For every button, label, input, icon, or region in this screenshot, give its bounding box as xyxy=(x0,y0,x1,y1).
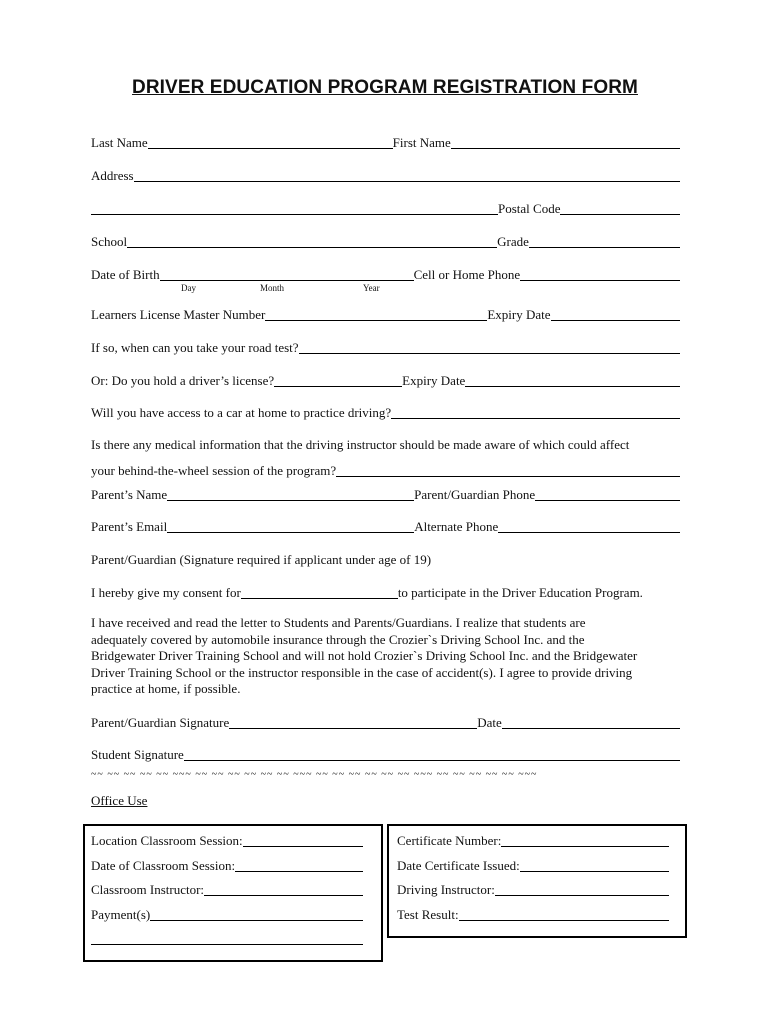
drivers-license-label: Or: Do you hold a driver’s license? xyxy=(91,373,275,388)
agreement-paragraph xyxy=(91,615,686,698)
consent-name-field[interactable] xyxy=(241,585,398,599)
guardian-note-row xyxy=(91,550,680,568)
date-certificate-label: Date Certificate Issued: xyxy=(397,858,520,873)
school-field[interactable] xyxy=(127,234,497,248)
guardian-note: Parent/Guardian (Signature required if applicant under age of 19) xyxy=(91,552,432,567)
medical-label-2: your behind-the-wheel session of the program? xyxy=(91,463,337,478)
form-title: DRIVER EDUCATION PROGRAM REGISTRATION FORM xyxy=(132,77,638,98)
last-name-label: Last Name xyxy=(91,135,148,150)
dob-row xyxy=(91,265,680,283)
driving-instructor-label: Driving Instructor: xyxy=(397,882,495,897)
expiry-date2-field[interactable] xyxy=(465,373,680,387)
student-signature-row xyxy=(91,745,680,763)
alt-phone-field[interactable] xyxy=(498,519,680,533)
location-session-label: Location Classroom Session: xyxy=(91,833,243,848)
payments-field-2[interactable] xyxy=(91,931,363,945)
certificate-number-row xyxy=(397,831,669,849)
agreement-line: Bridgewater Driver Training School and will not hold Crozier`s Driving School Inc. and the Bridgewater xyxy=(91,648,638,664)
date-certificate-row xyxy=(397,856,669,874)
payments-label: Payment(s) xyxy=(91,907,151,922)
cell-phone-field[interactable] xyxy=(520,267,680,281)
driving-instructor-field[interactable] xyxy=(495,882,669,896)
test-result-row xyxy=(397,905,669,923)
classroom-instructor-field[interactable] xyxy=(204,882,363,896)
consent-row xyxy=(91,583,680,601)
payments-row xyxy=(91,905,363,923)
address-field[interactable] xyxy=(134,168,680,182)
grade-field[interactable] xyxy=(529,234,680,248)
postal-code-field[interactable] xyxy=(560,201,680,215)
expiry-date-field[interactable] xyxy=(551,307,680,321)
learners-field[interactable] xyxy=(265,307,487,321)
parent-phone-label: Parent/Guardian Phone xyxy=(414,487,536,502)
parent-email-label: Parent’s Email xyxy=(91,519,168,534)
road-test-label: If so, when can you take your road test? xyxy=(91,340,299,355)
cell-phone-label: Cell or Home Phone xyxy=(413,267,521,282)
test-result-label: Test Result: xyxy=(397,907,459,922)
classroom-instructor-row xyxy=(91,880,363,898)
date-label: Date xyxy=(477,715,502,730)
school-label: School xyxy=(91,234,128,249)
dob-year-label: Year xyxy=(363,283,380,293)
parent-phone-field[interactable] xyxy=(535,487,680,501)
consent-label-b: to participate in the Driver Education Program. xyxy=(397,585,643,600)
dob-field[interactable] xyxy=(160,267,414,281)
payments-row-2 xyxy=(91,929,363,947)
address-row xyxy=(91,166,680,184)
parent-signature-label: Parent/Guardian Signature xyxy=(91,715,230,730)
office-use-heading: Office Use xyxy=(91,793,148,808)
first-name-field[interactable] xyxy=(451,135,680,149)
date-field[interactable] xyxy=(502,715,680,729)
dob-month-label: Month xyxy=(260,283,285,293)
location-session-field[interactable] xyxy=(243,833,363,847)
parent-email-field[interactable] xyxy=(167,519,414,533)
learners-label: Learners License Master Number xyxy=(91,307,266,322)
car-access-field[interactable] xyxy=(391,405,680,419)
agreement-line: adequately covered by automobile insurance through the Crozier`s Driving School Inc. and the xyxy=(91,631,585,647)
parent-name-row xyxy=(91,485,680,503)
learners-row xyxy=(91,305,680,323)
agreement-line: practice at home, if possible. xyxy=(91,681,241,697)
date-session-field[interactable] xyxy=(235,858,363,872)
agreement-line: Driver Training School or the instructor responsible in the case of accident(s). I agree to provide driving xyxy=(91,664,633,680)
name-row xyxy=(91,133,680,151)
driving-instructor-row xyxy=(397,880,669,898)
parent-signature-field[interactable] xyxy=(229,715,477,729)
car-access-row xyxy=(91,403,680,421)
parent-name-label: Parent’s Name xyxy=(91,487,168,502)
separator-line: ~~ ~~ ~~ ~~ ~~ ~~~ ~~ ~~ ~~ ~~ ~~ ~~ ~~~ ~~ ~~ ~~ ~~ ~~ ~~ ~~~ ~~ ~~ ~~ ~~ ~~ ~~~ xyxy=(91,769,538,780)
road-test-row xyxy=(91,338,680,356)
date-certificate-field[interactable] xyxy=(520,858,669,872)
certificate-number-field[interactable] xyxy=(501,833,669,847)
parent-name-field[interactable] xyxy=(167,487,414,501)
medical-row-1 xyxy=(91,435,680,453)
address-label: Address xyxy=(91,168,134,183)
drivers-license-field[interactable] xyxy=(274,373,402,387)
medical-field[interactable] xyxy=(336,463,680,477)
first-name-label: First Name xyxy=(392,135,451,150)
test-result-field[interactable] xyxy=(459,907,669,921)
medical-label-1: Is there any medical information that the driving instructor should be made aware of which could affect xyxy=(91,437,630,452)
parent-email-row xyxy=(91,517,680,535)
address-line2-field[interactable] xyxy=(91,201,498,215)
student-signature-label: Student Signature xyxy=(91,747,184,762)
payments-field[interactable] xyxy=(150,907,363,921)
road-test-field[interactable] xyxy=(299,340,680,354)
classroom-instructor-label: Classroom Instructor: xyxy=(91,882,205,897)
dob-day-label: Day xyxy=(181,283,196,293)
postal-code-label: Postal Code xyxy=(498,201,561,216)
medical-row-2 xyxy=(91,461,680,479)
grade-label: Grade xyxy=(497,234,529,249)
expiry-date-label: Expiry Date xyxy=(487,307,551,322)
location-session-row xyxy=(91,831,363,849)
certificate-number-label: Certificate Number: xyxy=(397,833,502,848)
expiry-date2-label: Expiry Date xyxy=(402,373,466,388)
alt-phone-label: Alternate Phone xyxy=(414,519,499,534)
agreement-line: I have received and read the letter to Students and Parents/Guardians. I realize that students are xyxy=(91,615,586,630)
last-name-field[interactable] xyxy=(148,135,393,149)
address2-row xyxy=(91,199,680,217)
date-session-label: Date of Classroom Session: xyxy=(91,858,236,873)
consent-label-a: I hereby give my consent for xyxy=(91,585,241,600)
parent-signature-row xyxy=(91,713,680,731)
dob-label: Date of Birth xyxy=(91,267,160,282)
drivers-license-row xyxy=(91,371,680,389)
student-signature-field[interactable] xyxy=(184,747,680,761)
car-access-label: Will you have access to a car at home to practice driving? xyxy=(91,405,392,420)
school-row xyxy=(91,232,680,250)
date-session-row xyxy=(91,856,363,874)
